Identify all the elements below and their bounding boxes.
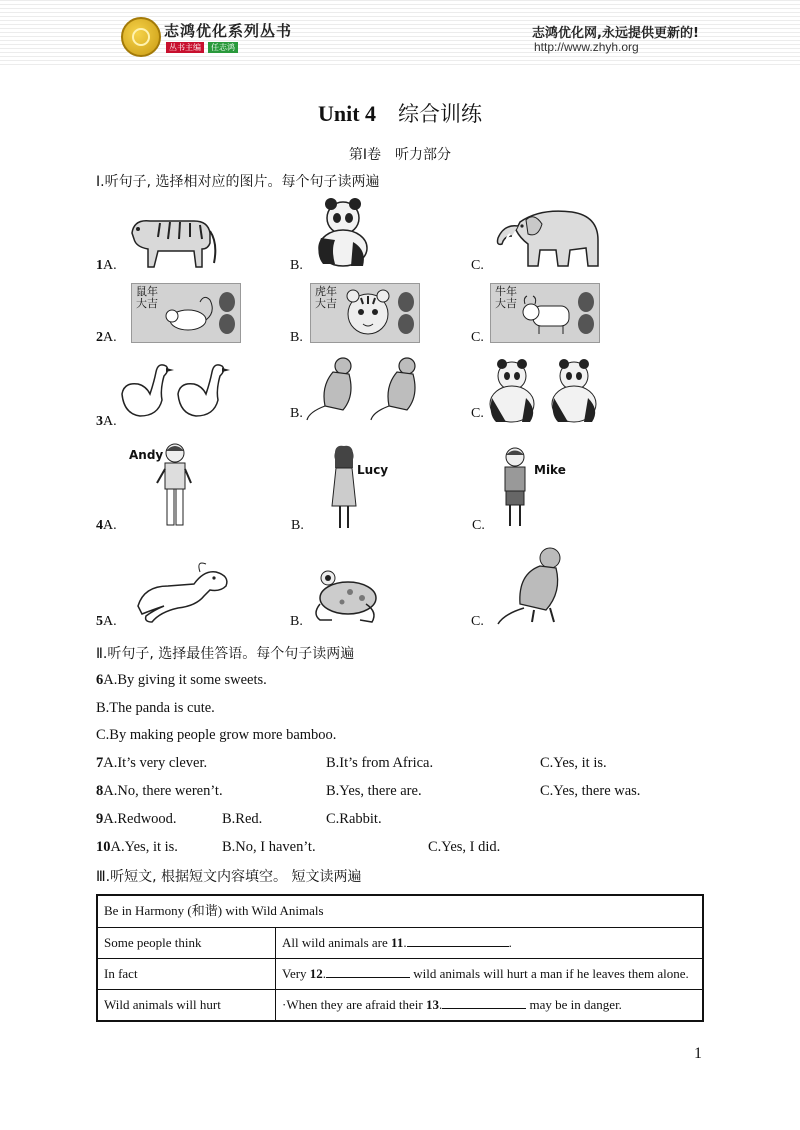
lucy-name: Lucy <box>357 463 389 477</box>
q10-option-b[interactable]: B.No, I haven’t. <box>222 839 316 855</box>
two-ducks-icon[interactable] <box>116 360 236 424</box>
q5-a-label: A. <box>103 614 117 629</box>
elephant-icon[interactable] <box>490 204 605 270</box>
q9-option-c[interactable]: C.Rabbit. <box>326 811 382 827</box>
table-title-prefix: Be in Harmony ( <box>104 903 192 918</box>
boy-mike-figure[interactable] <box>498 446 532 530</box>
rat-new-year-card[interactable] <box>131 283 241 343</box>
q6-option-a[interactable] <box>96 672 267 689</box>
row-text-post: . <box>508 935 512 950</box>
q5-number: 5 <box>96 614 103 629</box>
q9-a-text: A.Redwood. <box>103 811 177 827</box>
q8-option-b[interactable]: B.Yes, there are. <box>326 783 422 799</box>
blank-number: 13 <box>426 997 440 1012</box>
q3-option-a[interactable] <box>96 414 117 430</box>
answer-blank-12[interactable] <box>326 963 410 978</box>
row-text-pre: ·When they are afraid their <box>282 997 427 1012</box>
row-content: All wild animals are 11. . <box>276 928 704 959</box>
two-pandas-icon[interactable] <box>486 358 602 424</box>
q8-option-a[interactable] <box>96 783 223 800</box>
two-monkeys-icon[interactable] <box>303 356 431 422</box>
lantern-icon <box>397 288 415 338</box>
q2-a-label: A. <box>103 330 117 345</box>
frog-icon[interactable] <box>310 564 382 624</box>
tiger-icon[interactable] <box>124 203 220 271</box>
boy-andy-figure[interactable] <box>153 441 197 529</box>
monkey-icon[interactable] <box>494 546 572 626</box>
dog-icon[interactable] <box>134 556 232 626</box>
table-title-suffix: ) with Wild Animals <box>217 903 324 918</box>
panda-icon[interactable] <box>305 198 375 270</box>
q1-option-a[interactable] <box>96 258 117 274</box>
ox-icon <box>521 292 577 336</box>
q7-a-text: A.It’s very clever. <box>103 755 208 771</box>
section-1-heading: Ⅰ.听句子, 选择相对应的图片。每个句子读两遍 <box>96 174 380 190</box>
mike-name: Mike <box>534 463 566 477</box>
row-text-post: may be in danger. <box>526 997 622 1012</box>
blank-number: 12 <box>309 966 323 981</box>
q6-a-text: A.By giving it some sweets. <box>103 672 267 688</box>
q3-a-label: A. <box>103 414 117 429</box>
q7-option-c[interactable]: C.Yes, it is. <box>540 755 607 771</box>
q6-option-b[interactable]: B.The panda is cute. <box>96 700 215 716</box>
table-title <box>97 895 703 928</box>
unit-name: 综合训练 <box>398 102 483 126</box>
page-title <box>0 98 800 128</box>
andy-name: Andy <box>129 448 164 462</box>
row-label: Wild animals will hurt <box>97 990 276 1022</box>
section-2-heading: Ⅱ.听句子, 选择最佳答语。每个句子读两遍 <box>96 646 355 662</box>
answer-blank-11[interactable] <box>407 932 509 947</box>
q7-number: 7 <box>96 755 104 771</box>
site-slogan: 志鸿优化网,永远提供更新的! <box>532 26 699 41</box>
row-text-pre: All wild animals are <box>282 935 392 950</box>
row-text-pre: Very <box>282 966 310 981</box>
q2-option-c[interactable]: C. <box>471 330 484 345</box>
q9-option-a[interactable] <box>96 811 177 828</box>
q3-option-b[interactable]: B. <box>290 406 303 421</box>
q2-option-b[interactable]: B. <box>290 330 303 345</box>
q1-option-b[interactable]: B. <box>290 258 303 273</box>
table-title-cn: 和谐 <box>191 904 218 919</box>
row-text-post: wild animals will hurt a man if he leaves them alone. <box>410 966 689 981</box>
q3-number: 3 <box>96 414 103 429</box>
q1-a-label: A. <box>103 258 117 273</box>
row-label: Some people think <box>97 928 276 959</box>
editor-name: 任志鸿 <box>208 42 238 53</box>
q4-option-b[interactable]: B. <box>291 518 304 533</box>
q1-number: 1 <box>96 258 103 273</box>
unit-label: Unit 4 <box>317 101 377 126</box>
row-content: Very 12. wild animals will hurt a man if he leaves them alone. <box>276 959 704 990</box>
q10-option-a[interactable] <box>96 839 178 856</box>
table-row <box>97 928 703 959</box>
table-title-row <box>97 895 703 928</box>
row-content: ·When they are afraid their 13. may be in danger. <box>276 990 704 1022</box>
fill-in-table <box>96 894 704 1022</box>
q10-number: 10 <box>96 839 111 855</box>
row-label: In fact <box>97 959 276 990</box>
rat-card-text: 鼠年大吉 <box>136 285 158 310</box>
ox-card-text: 牛年大吉 <box>495 285 517 310</box>
q5-option-a[interactable] <box>96 614 117 630</box>
answer-blank-13[interactable] <box>442 994 526 1009</box>
q4-a-label: A. <box>103 518 117 533</box>
tiger-card-text: 虎年大吉 <box>315 285 337 310</box>
q4-option-a[interactable] <box>96 518 117 534</box>
series-name: 志鸿优化系列丛书 <box>164 22 293 40</box>
girl-lucy-figure[interactable] <box>328 444 360 532</box>
series-logo <box>121 17 161 57</box>
table-row <box>97 959 703 990</box>
q10-a-text: A.Yes, it is. <box>110 839 178 855</box>
part-subtitle: 第Ⅰ卷 听力部分 <box>348 147 452 163</box>
q2-number: 2 <box>96 330 103 345</box>
q1-option-c[interactable]: C. <box>471 258 484 273</box>
table-row <box>97 990 703 1022</box>
tiger-new-year-card[interactable] <box>310 283 420 343</box>
ox-new-year-card[interactable] <box>490 283 600 343</box>
rat-icon <box>162 292 216 336</box>
tiger-face-icon <box>343 288 393 338</box>
q7-option-b[interactable]: B.It’s from Africa. <box>326 755 434 771</box>
lantern-icon <box>577 288 595 338</box>
q9-option-b[interactable]: B.Red. <box>222 811 263 827</box>
q3-option-c[interactable]: C. <box>471 406 484 421</box>
q10-option-c[interactable]: C.Yes, I did. <box>428 839 501 855</box>
q8-number: 8 <box>96 783 104 799</box>
q9-number: 9 <box>96 811 104 827</box>
q5-option-c[interactable]: C. <box>471 614 484 629</box>
q8-option-c[interactable]: C.Yes, there was. <box>540 783 641 799</box>
q4-number: 4 <box>96 518 103 533</box>
lantern-icon <box>218 288 236 338</box>
site-url[interactable]: http://www.zhyh.org <box>534 40 639 54</box>
editor-label: 丛书主编 <box>166 42 204 53</box>
q2-option-a[interactable] <box>96 330 117 346</box>
blank-number: 11 <box>391 935 404 950</box>
q6-number: 6 <box>96 672 104 688</box>
q5-option-b[interactable]: B. <box>290 614 303 629</box>
q7-option-a[interactable] <box>96 755 207 772</box>
q4-option-c[interactable]: C. <box>472 518 485 533</box>
section-3-heading: Ⅲ.听短文, 根据短文内容填空。 短文读两遍 <box>96 869 362 885</box>
q6-option-c[interactable]: C.By making people grow more bamboo. <box>96 727 337 743</box>
q8-a-text: A.No, there weren’t. <box>103 783 223 799</box>
page-number: 1 <box>694 1045 702 1062</box>
